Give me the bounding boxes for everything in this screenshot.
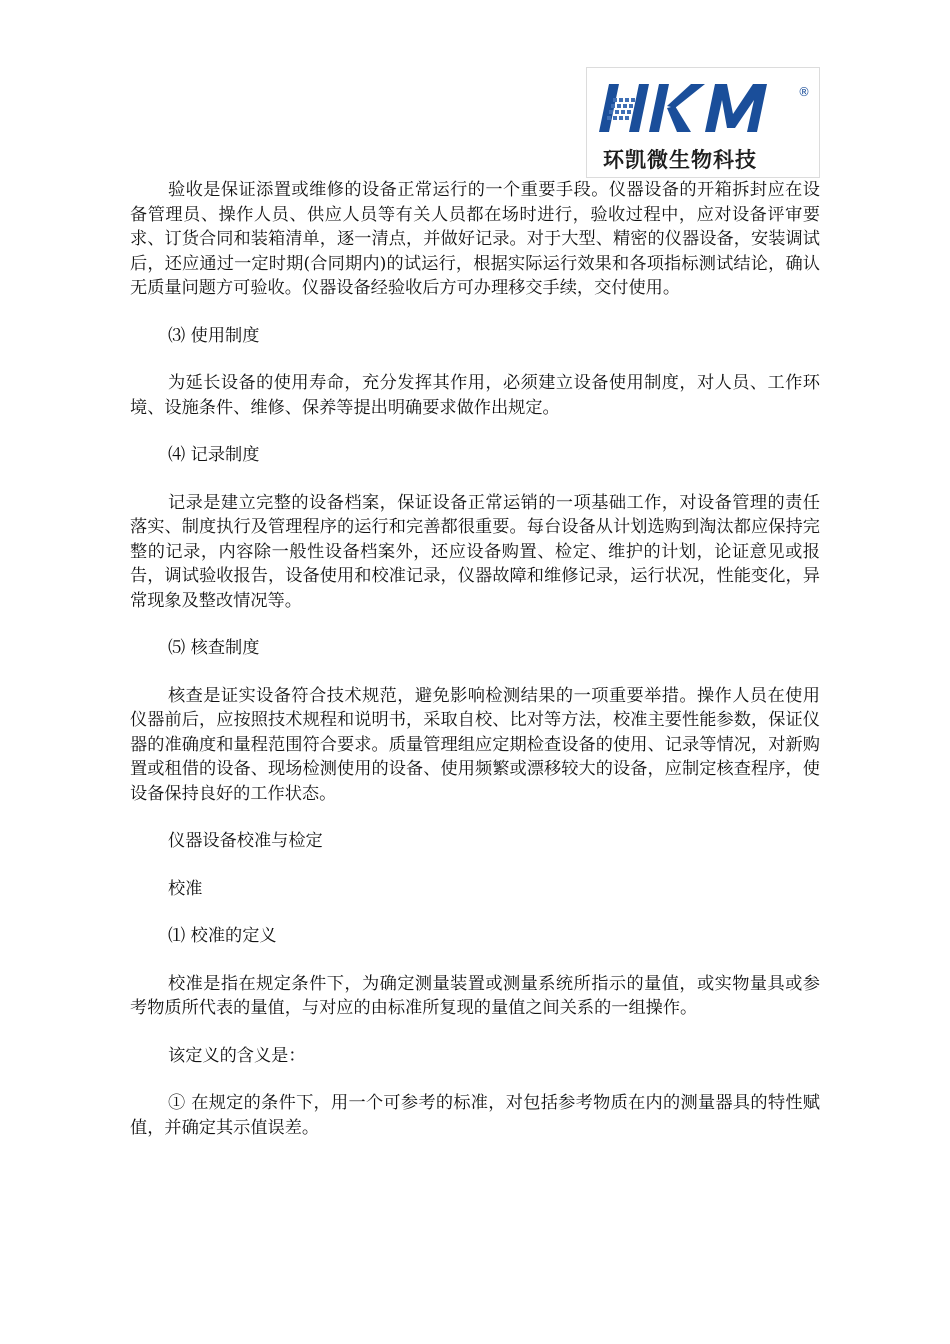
registered-mark: ® [798, 85, 810, 99]
heading-check-system: ⑸ 核查制度 [168, 638, 260, 658]
paragraph-usage-system: 为延长设备的使用寿命，充分发挥其作用，必须建立设备使用制度，对人员、工作环境、设施条件、维修、保养等提出明确要求做作出规定。 [130, 373, 820, 418]
heading-usage-system: ⑶ 使用制度 [168, 325, 260, 346]
list-item-meaning-1: ① 在规定的条件下，用一个可参考的标准，对包括参考物质在内的测量器具的特性赋值，并确定其示值误差。 [130, 1093, 820, 1138]
paragraph-record-system: 记录是建立完整的设备档案，保证设备正常运销的一项基础工作，对设备管理的责任落实、制度执行及管理程序的运行和完善都很重要。每台设备从计划选购到淘汰都应保持完整的记录，内容除一般性设备档案外，还应设备购置、检定、维护的计划，论证意见或报告，调试验收报告，设备使用和校准记录，仪器故障和维修记录，运行状况，性能变化，异常现象及整改情况等。 [130, 492, 820, 611]
heading-record-system: ⑷ 记录制度 [168, 445, 260, 465]
hkm-logo-mark [599, 82, 789, 136]
heading-definition-meaning: 该定义的含义是： [168, 1045, 306, 1066]
paragraph-check-system: 核查是证实设备符合技术规范，避免影响检测结果的一项重要举措。操作人员在使用仪器前后，应按照技术规程和说明书，采取自校、比对等方法，校准主要性能参数，保证仪器的准确度和量程范围符合要求。质量管理组应定期检查设备的使用、记录等情况，对新购置或租借的设备、现场检测使用的设备、使用频繁或漂移较大的设备，应制定核查程序，使设备保持良好的工作状态。 [130, 685, 820, 804]
subheading-calibration: 校准 [168, 878, 203, 899]
company-logo [586, 67, 820, 178]
section-heading-calibration-verification: 仪器设备校准与检定 [168, 831, 323, 851]
paragraph-acceptance: 验收是保证添置或维修的设备正常运行的一个重要手段。仪器设备的开箱拆封应在设备管理员、操作人员、供应人员等有关人员都在场时进行，验收过程中，应对设备评审要求、订货合同和装箱清单，逐一清点，并做好记录。对于大型、精密的仪器设备，安装调试后，还应通过一定时期(合同期内)的试运行，根据实际运行效果和各项指标测试结论，确认无质量问题方可验收。仪器设备经验收后方可办理移交手续，交付使用。 [130, 180, 820, 298]
company-name: 环凯微生物科技 [603, 148, 757, 172]
heading-calibration-definition: ⑴ 校准的定义 [168, 926, 277, 946]
paragraph-calibration-definition: 校准是指在规定条件下，为确定测量装置或测量系统所指示的量值，或实物量具或参考物质所代表的量值，与对应的由标准所复现的量值之间关系的一组操作。 [130, 973, 820, 1018]
document-body [130, 178, 820, 1140]
